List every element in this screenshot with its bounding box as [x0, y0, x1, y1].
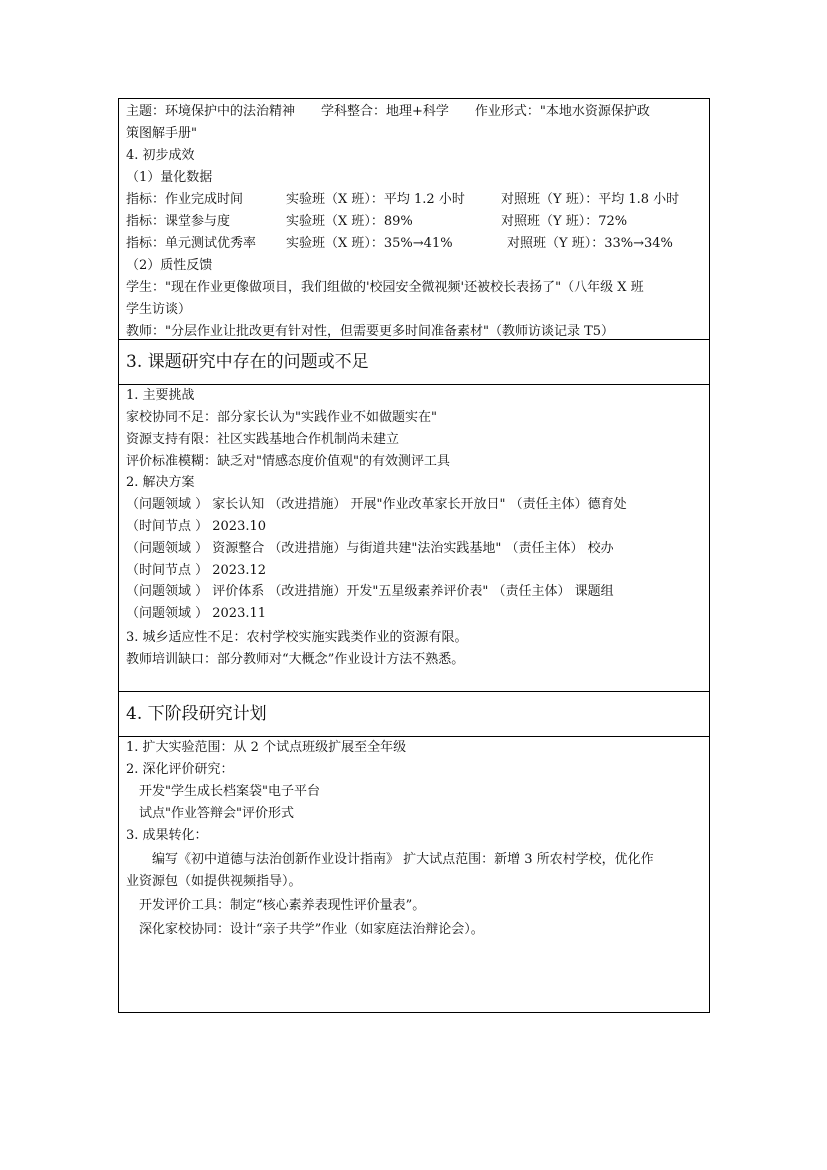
- list-item: 1. 扩大实验范围：从 2 个试点班级扩展至全年级: [126, 740, 407, 755]
- topic-line-cont: 策图解手册": [126, 126, 197, 141]
- experiment-value: 实验班（X 班）：89%: [286, 214, 413, 229]
- metric-label: 指标：单元测试优秀率: [126, 236, 257, 251]
- control-value: 对照班（Y 班）：33%→34%: [507, 236, 673, 251]
- metric-label: 指标：作业完成时间: [126, 192, 244, 207]
- list-item: 3. 城乡适应性不足：农村学校实施实践类作业的资源有限。: [126, 630, 468, 645]
- control-value: 对照班（Y 班）：72%: [501, 214, 628, 229]
- list-item: 教师培训缺口：部分教师对“大概念”作业设计方法不熟悉。: [126, 652, 465, 667]
- list-item: 资源支持有限：社区实践基地合作机制尚未建立: [126, 432, 400, 447]
- list-item: （问题领域 ） 2023.11: [126, 606, 267, 621]
- list-item: 开发"学生成长档案袋"电子平台: [126, 784, 320, 799]
- problems-heading-cell: [118, 340, 710, 385]
- topic-line: 主题：环境保护中的法治精神 学科整合：地理+科学 作业形式："本地水资源保护政: [126, 104, 650, 119]
- plan-heading-cell: [118, 692, 710, 737]
- problems-body-cell: [118, 385, 710, 692]
- plan-body-cell: [118, 737, 710, 1013]
- list-item: 试点"作业答辩会"评价形式: [126, 806, 294, 821]
- list-item: 2. 解决方案: [126, 475, 195, 490]
- list-item: 深化家校协同：设计“亲子共学”作业（如家庭法治辩论会）。: [126, 922, 484, 937]
- experiment-value: 实验班（X 班）：平均 1.2 小时: [286, 192, 465, 207]
- experiment-value: 实验班（X 班）：35%→41%: [286, 236, 453, 251]
- list-item: （问题领域 ） 评价体系 （改进措施）开发"五星级素养评价表" （责任主体） 课题组: [126, 584, 614, 599]
- section-heading: 4. 下阶段研究计划: [126, 704, 267, 724]
- metric-label: 指标：课堂参与度: [126, 214, 231, 229]
- control-value: 对照班（Y 班）：平均 1.8 小时: [501, 192, 680, 207]
- list-item: （问题领域 ） 资源整合 （改进措施）与街道共建"法治实践基地" （责任主体） 校办: [126, 541, 614, 556]
- report-table: [118, 98, 710, 1013]
- list-item: 业资源包（如提供视频指导）。: [126, 874, 302, 889]
- list-item: 2. 深化评价研究：: [126, 762, 234, 777]
- list-item: 开发评价工具：制定“核心素养表现性评价量表”。: [126, 898, 426, 913]
- list-item: 编写《初中道德与法治创新作业设计指南》 扩大试点范围：新增 3 所农村学校，优化作: [126, 852, 654, 867]
- list-item: 1. 主要挑战: [126, 388, 195, 403]
- list-item: （时间节点 ） 2023.10: [126, 519, 267, 534]
- list-item: （时间节点 ） 2023.12: [126, 563, 267, 578]
- list-item: 评价标准模糊：缺乏对"情感态度价值观"的有效测评工具: [126, 454, 450, 469]
- list-item: （问题领域 ） 家长认知 （改进措施） 开展"作业改革家长开放日" （责任主体）德育处: [126, 497, 627, 512]
- results-title: 4. 初步成效: [126, 148, 195, 163]
- section-heading: 3. 课题研究中存在的问题或不足: [126, 352, 369, 372]
- teacher-feedback: 教师："分层作业让批改更有针对性，但需要更多时间准备素材"（教师访谈记录 T5）: [126, 324, 615, 339]
- list-item: 3. 成果转化：: [126, 828, 208, 843]
- qual-title: （2）质性反馈: [126, 258, 213, 273]
- quant-title: （1）量化数据: [126, 170, 213, 185]
- student-feedback: 学生："现在作业更像做项目，我们组做的'校园安全微视频'还被校长表扬了"（八年级 X 班: [126, 280, 644, 295]
- student-feedback-cont: 学生访谈）: [126, 302, 192, 317]
- list-item: 家校协同不足：部分家长认为"实践作业不如做题实在": [126, 410, 437, 425]
- results-cell: [118, 98, 710, 340]
